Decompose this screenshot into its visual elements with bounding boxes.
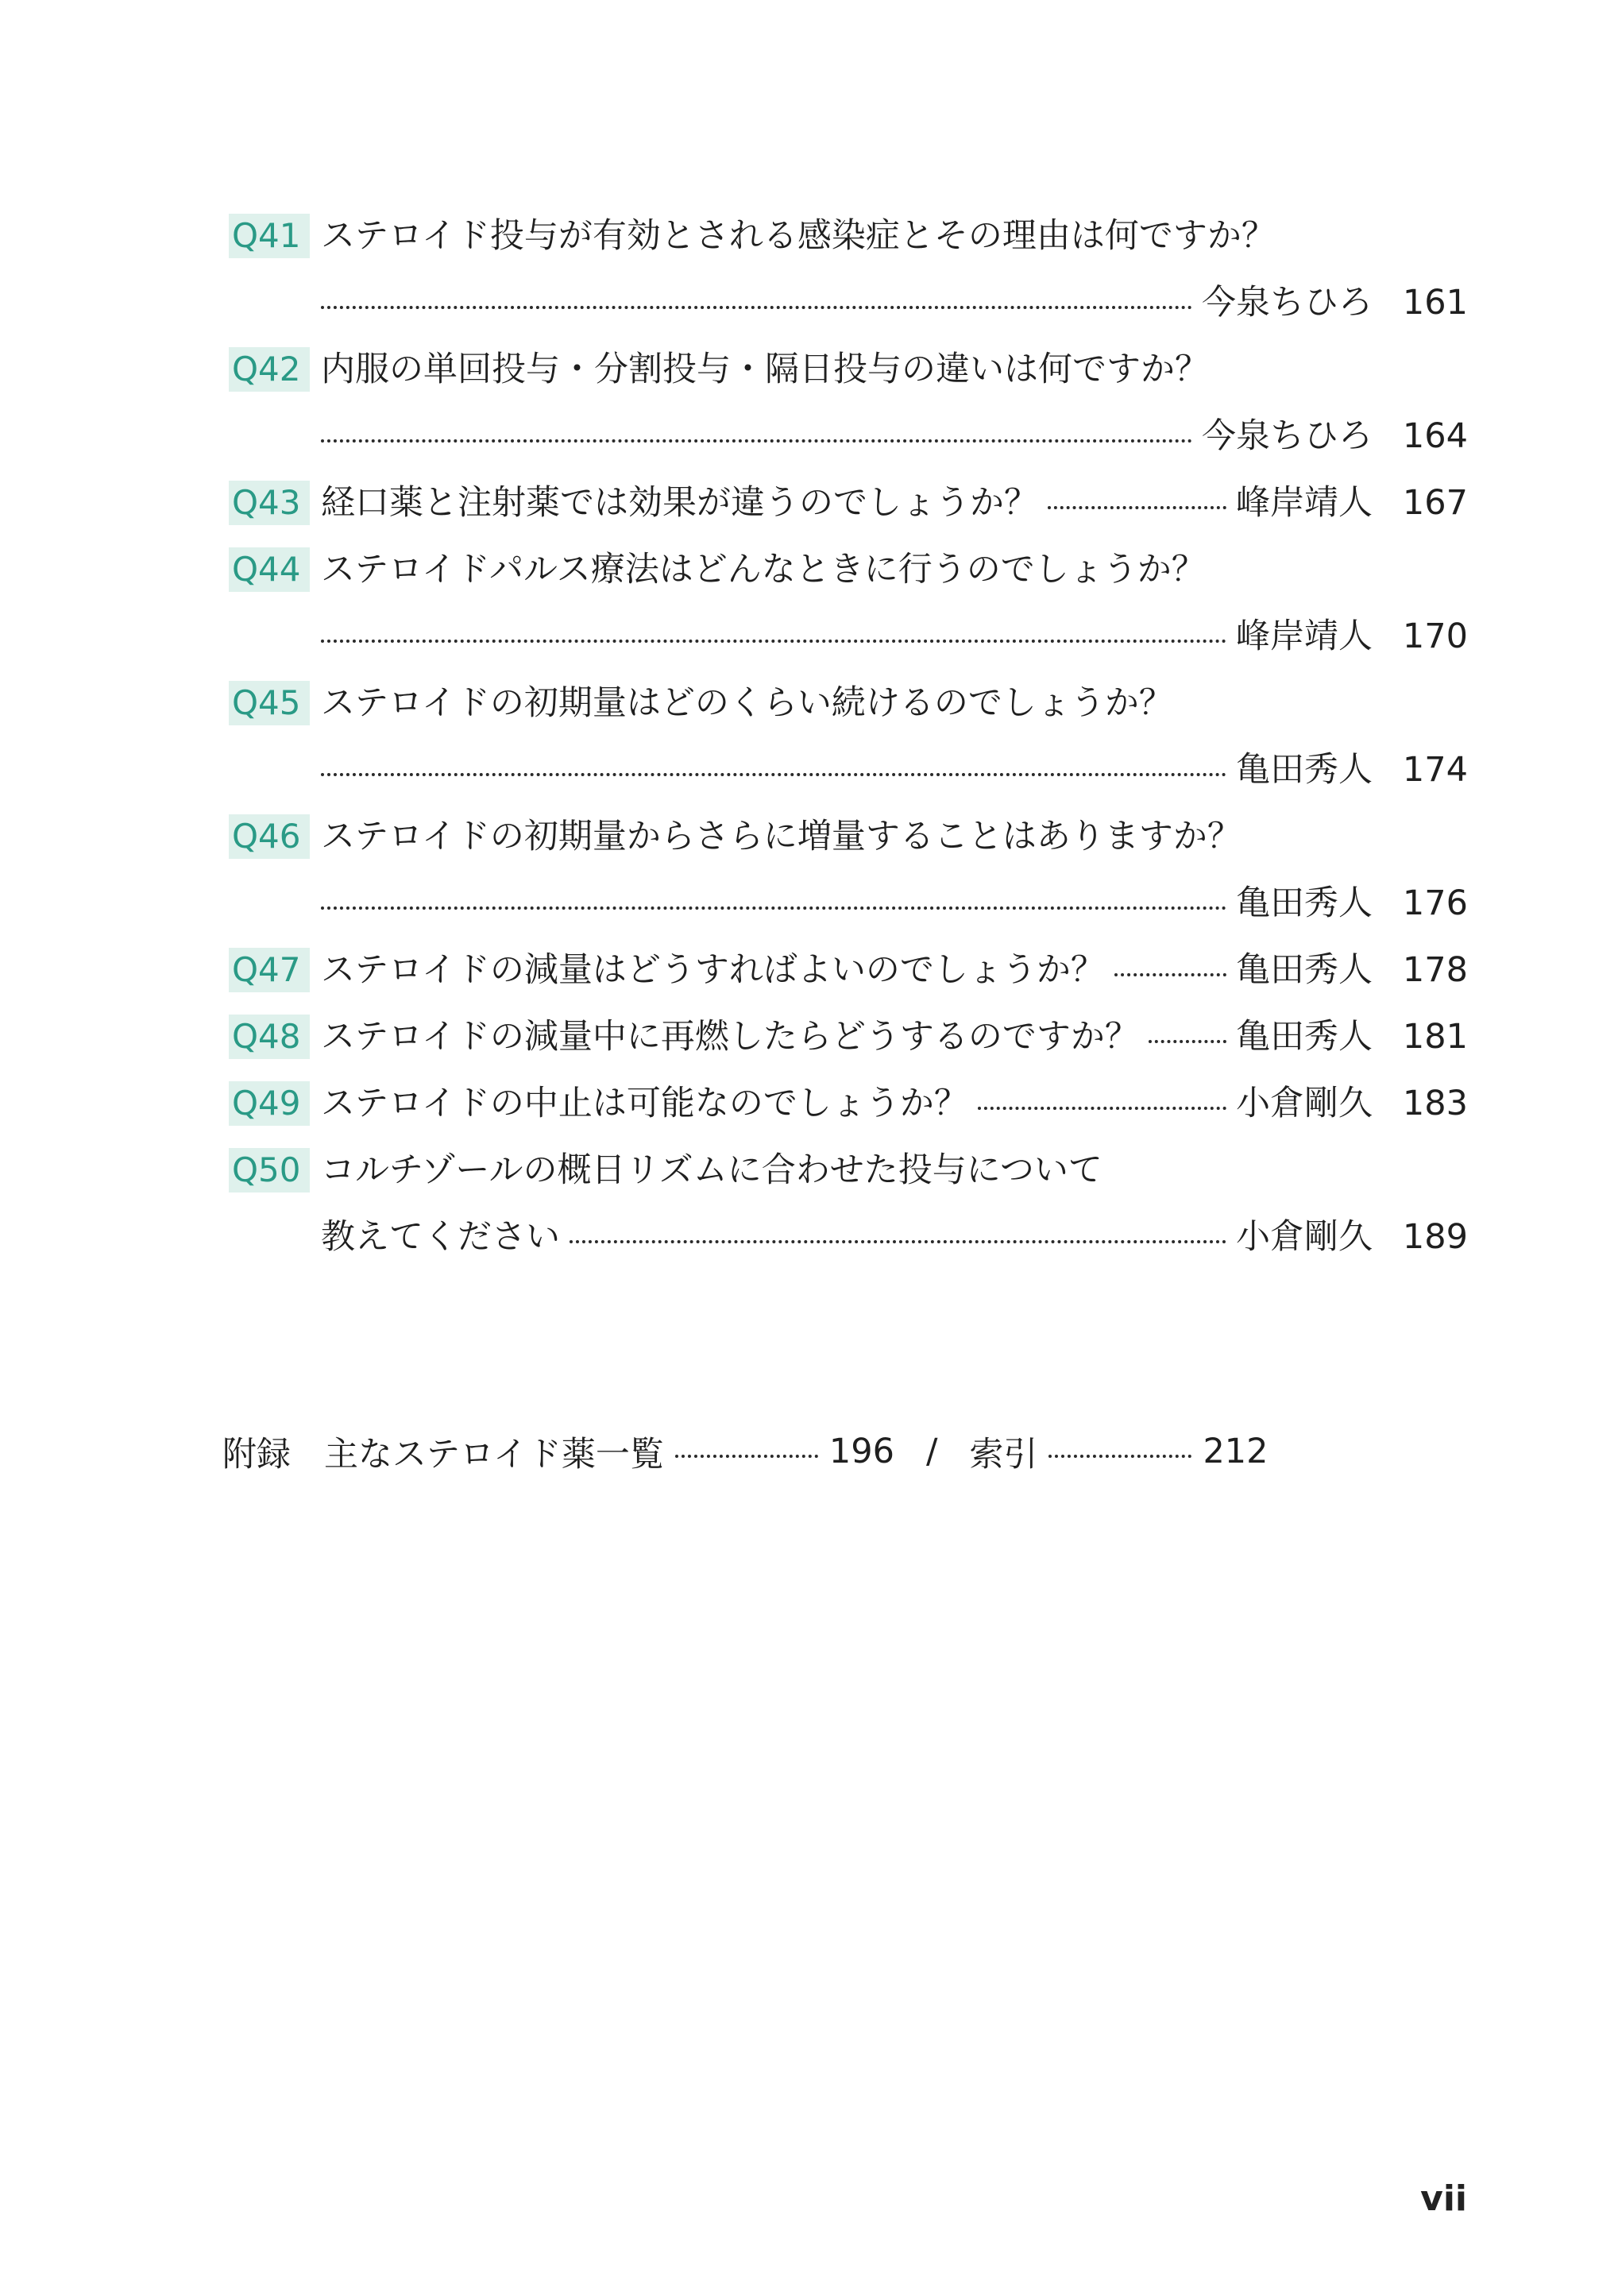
- entry-page: 181: [1402, 1017, 1468, 1057]
- question-number: Q42: [229, 347, 310, 392]
- toc-entry-q44[interactable]: [229, 536, 1468, 670]
- entry-title-line: [229, 336, 1468, 403]
- entry-page: 170: [1402, 617, 1468, 656]
- entry-title-line: [229, 536, 1468, 603]
- toc-entry-q49[interactable]: [229, 1070, 1468, 1137]
- appendix-page: 196: [828, 1432, 894, 1471]
- dotted-leader: [321, 439, 1192, 443]
- toc-entry-q45[interactable]: [229, 670, 1468, 803]
- question-number: Q48: [229, 1015, 310, 1059]
- entry-author-line: [229, 870, 1468, 937]
- toc-entry-q42[interactable]: [229, 336, 1468, 470]
- appendix-line: [222, 1418, 1269, 1485]
- dotted-leader: [321, 306, 1192, 309]
- appendix-title[interactable]: 主なステロイド薬一覧: [324, 1434, 664, 1475]
- entry-author-line: [229, 403, 1468, 470]
- entry-page: 189: [1402, 1217, 1468, 1257]
- toc-entry-q41[interactable]: [229, 203, 1468, 336]
- entry-title: ステロイドの減量はどうすればよいのでしょうか？: [321, 950, 1105, 990]
- entry-title-line: [229, 803, 1468, 870]
- entry-title: 内服の単回投与・分割投与・隔日投与の違いは何ですか？: [321, 350, 1209, 389]
- page-number: vii: [1420, 2178, 1467, 2219]
- separator: /: [925, 1432, 938, 1471]
- dotted-leader: [1114, 973, 1226, 976]
- toc-entry-q47[interactable]: [229, 937, 1468, 1003]
- question-number: Q41: [229, 214, 310, 258]
- entry-title-line: [229, 937, 1468, 1003]
- table-of-contents: [229, 203, 1468, 1270]
- entry-title: ステロイド投与が有効とされる感染症とその理由は何ですか？: [321, 216, 1276, 256]
- entry-title-line: [229, 670, 1468, 736]
- question-number: Q50: [229, 1148, 310, 1192]
- question-number: Q43: [229, 481, 310, 525]
- entry-author: 今泉ちひろ: [1202, 416, 1373, 456]
- entry-page: 167: [1402, 483, 1468, 523]
- toc-entry-q43[interactable]: [229, 470, 1468, 536]
- dotted-leader: [1149, 1040, 1226, 1043]
- entry-author-line: [229, 1204, 1468, 1270]
- entry-title: ステロイドパルス療法はどんなときに行うのでしょうか？: [321, 550, 1206, 589]
- dotted-leader: [321, 773, 1226, 776]
- question-number: Q47: [229, 948, 310, 992]
- entry-title-line: [229, 470, 1468, 536]
- entry-author: 小倉剛久: [1236, 1084, 1373, 1123]
- entry-author: 亀田秀人: [1236, 750, 1373, 790]
- question-number: Q45: [229, 681, 310, 725]
- dotted-leader: [1048, 1455, 1191, 1458]
- entry-title-line: [229, 1003, 1468, 1070]
- toc-entry-q46[interactable]: [229, 803, 1468, 937]
- dotted-leader: [570, 1240, 1226, 1243]
- entry-title: 経口薬と注射薬では効果が違うのでしょうか？: [321, 483, 1038, 523]
- dotted-leader: [675, 1455, 818, 1458]
- entry-page: 164: [1402, 416, 1468, 456]
- appendix-label: 附録: [222, 1434, 291, 1475]
- entry-page: 176: [1402, 883, 1468, 923]
- entry-title-line: [229, 1137, 1468, 1204]
- entry-author: 亀田秀人: [1236, 950, 1373, 990]
- entry-title: ステロイドの初期量からさらに増量することはありますか？: [321, 817, 1241, 856]
- question-number: Q49: [229, 1081, 310, 1126]
- entry-author: 峰岸靖人: [1236, 483, 1373, 523]
- entry-author-line: [229, 603, 1468, 670]
- question-number: Q44: [229, 547, 310, 592]
- index-label[interactable]: 索引: [969, 1434, 1038, 1475]
- entry-author: 峰岸靖人: [1236, 617, 1373, 656]
- entry-title-continued: 教えてください: [321, 1217, 560, 1257]
- entry-author: 亀田秀人: [1236, 1017, 1373, 1057]
- dotted-leader: [321, 906, 1226, 910]
- entry-author-line: [229, 269, 1468, 336]
- entry-author: 今泉ちひろ: [1202, 283, 1373, 323]
- dotted-leader: [321, 640, 1226, 643]
- entry-author: 亀田秀人: [1236, 883, 1373, 923]
- entry-author-line: [229, 736, 1468, 803]
- entry-page: 174: [1402, 750, 1468, 790]
- index-page: 212: [1203, 1432, 1269, 1471]
- entry-page: 178: [1402, 950, 1468, 990]
- entry-title: ステロイドの初期量はどのくらい続けるのでしょうか？: [321, 683, 1173, 723]
- dotted-leader: [1048, 506, 1226, 509]
- entry-title: ステロイドの減量中に再燃したらどうするのですか？: [321, 1017, 1139, 1057]
- entry-title: ステロイドの中止は可能なのでしょうか？: [321, 1084, 968, 1123]
- dotted-leader: [978, 1107, 1226, 1110]
- question-number: Q46: [229, 814, 310, 859]
- toc-entry-q48[interactable]: [229, 1003, 1468, 1070]
- entry-title: コルチゾールの概日リズムに合わせた投与について: [321, 1150, 1102, 1190]
- toc-entry-q50[interactable]: [229, 1137, 1468, 1270]
- entry-page: 161: [1402, 283, 1468, 323]
- entry-author: 小倉剛久: [1236, 1217, 1373, 1257]
- entry-title-line: [229, 1070, 1468, 1137]
- entry-page: 183: [1402, 1084, 1468, 1123]
- entry-title-line: [229, 203, 1468, 269]
